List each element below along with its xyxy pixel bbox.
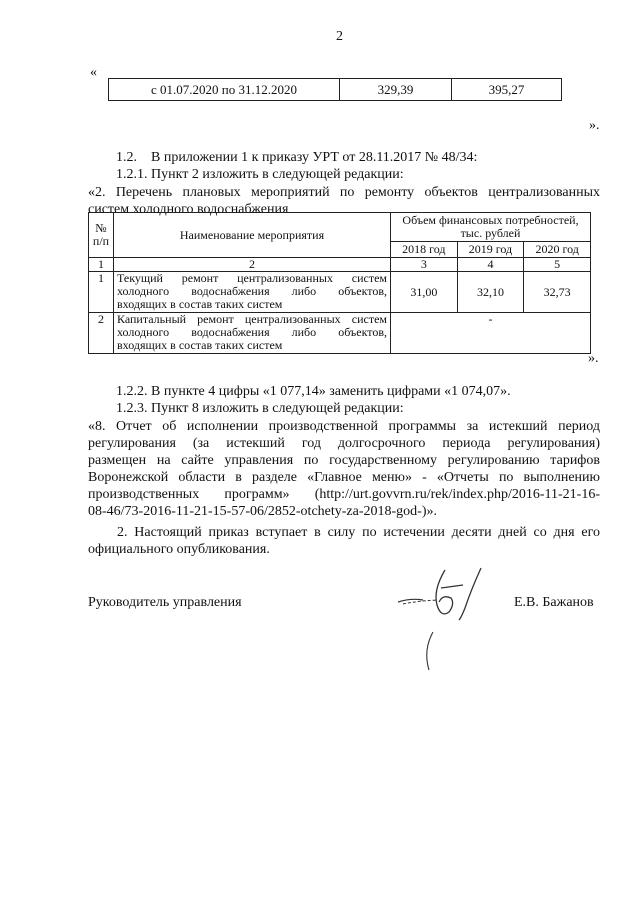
item-1-2-1: 1.2.1. Пункт 2 изложить в следующей редакции: [116, 167, 404, 182]
paragraph-line: производственных программ» (http://urt.govvrn.ru/rek/index.php/2016-11-21-16- [88, 487, 600, 502]
close-quote-1: ». [589, 118, 600, 133]
tariff-value2-cell: 395,27 [452, 79, 562, 101]
row-merged-value: - [391, 313, 591, 354]
row-name-line: входящих в состав таких систем [117, 338, 283, 352]
row-name-line: холодного водоснабжения либо объектов, [117, 284, 387, 298]
row-name-line: холодного водоснабжения либо объектов, [117, 325, 387, 339]
row-name [114, 313, 391, 354]
paragraph-line: регулирования (за истекший год долгосрочного периода регулирования) [88, 436, 600, 451]
signer-name: Е.В. Бажанов [514, 595, 594, 610]
paragraph-line: 2. Настоящий приказ вступает в силу по истечении десяти дней со дня его [117, 525, 600, 540]
repair-plan-table [88, 212, 591, 354]
tariff-value1-cell: 329,39 [340, 79, 452, 101]
table-row [89, 313, 591, 354]
tariff-row-table [108, 78, 562, 101]
page-number: 2 [336, 29, 343, 44]
header-year-2019: 2019 год [457, 242, 524, 258]
paragraph-line: 08-46/73-2016-11-21-15-57-06/2852-otchety-za-2018-god-)». [88, 504, 438, 519]
paragraph-8 [88, 418, 600, 520]
row-name-line: Капитальный ремонт централизованных систем [117, 312, 387, 326]
index-cell: 3 [391, 258, 458, 272]
row-name-line: Текущий ремонт централизованных систем [117, 271, 387, 285]
row-value-2019: 32,10 [457, 272, 524, 313]
handwritten-signature [393, 560, 503, 680]
section-title-line: систем холодного водоснабжения [88, 202, 289, 217]
table-row [89, 272, 591, 313]
header-finance [391, 213, 591, 242]
item-2 [88, 524, 600, 558]
index-cell: 5 [524, 258, 591, 272]
paragraph-line: официального опубликования. [88, 542, 270, 557]
item-1-2-2: 1.2.2. В пункте 4 цифры «1 077,14» заменить цифрами «1 074,07». [116, 384, 511, 399]
header-year-2020: 2020 год [524, 242, 591, 258]
item-1-2: 1.2. В приложении 1 к приказу УРТ от 28.11.2017 № 48/34: [116, 150, 478, 165]
section-title-line: «2. Перечень плановых мероприятий по ремонту объектов централизованных [88, 185, 600, 200]
table-row [109, 79, 562, 101]
tariff-period-cell: с 01.07.2020 по 31.12.2020 [109, 79, 340, 101]
row-num: 1 [89, 272, 114, 313]
header-year-2018: 2018 год [391, 242, 458, 258]
paragraph-line: размещен на сайте управления по государственному регулированию тарифов [88, 453, 600, 468]
close-quote-2: ». [588, 351, 599, 366]
index-cell: 4 [457, 258, 524, 272]
row-num: 2 [89, 313, 114, 354]
row-value-2020: 32,73 [524, 272, 591, 313]
header-num [89, 213, 114, 258]
row-value-2018: 31,00 [391, 272, 458, 313]
open-quote: « [90, 65, 97, 80]
header-name-label: Наименование мероприятия [179, 227, 325, 242]
index-cell: 1 [89, 258, 114, 272]
header-finance-label: Объем финансовых потребностей, тыс. рублей [402, 213, 579, 240]
row-name [114, 272, 391, 313]
paragraph-line: «8. Отчет об исполнении производственной программы за истекший период [88, 419, 600, 434]
signer-title: Руководитель управления [88, 595, 242, 610]
header-num-label: № п/п [92, 221, 110, 248]
paragraph-line: Воронежской области в разделе «Главное меню» - «Отчеты по выполнению [88, 470, 600, 485]
item-1-2-3: 1.2.3. Пункт 8 изложить в следующей редакции: [116, 401, 404, 416]
row-name-line: входящих в состав таких систем [117, 297, 283, 311]
index-cell: 2 [114, 258, 391, 272]
header-name [114, 213, 391, 258]
table-index-row [89, 258, 591, 272]
table-header-row [89, 213, 591, 242]
